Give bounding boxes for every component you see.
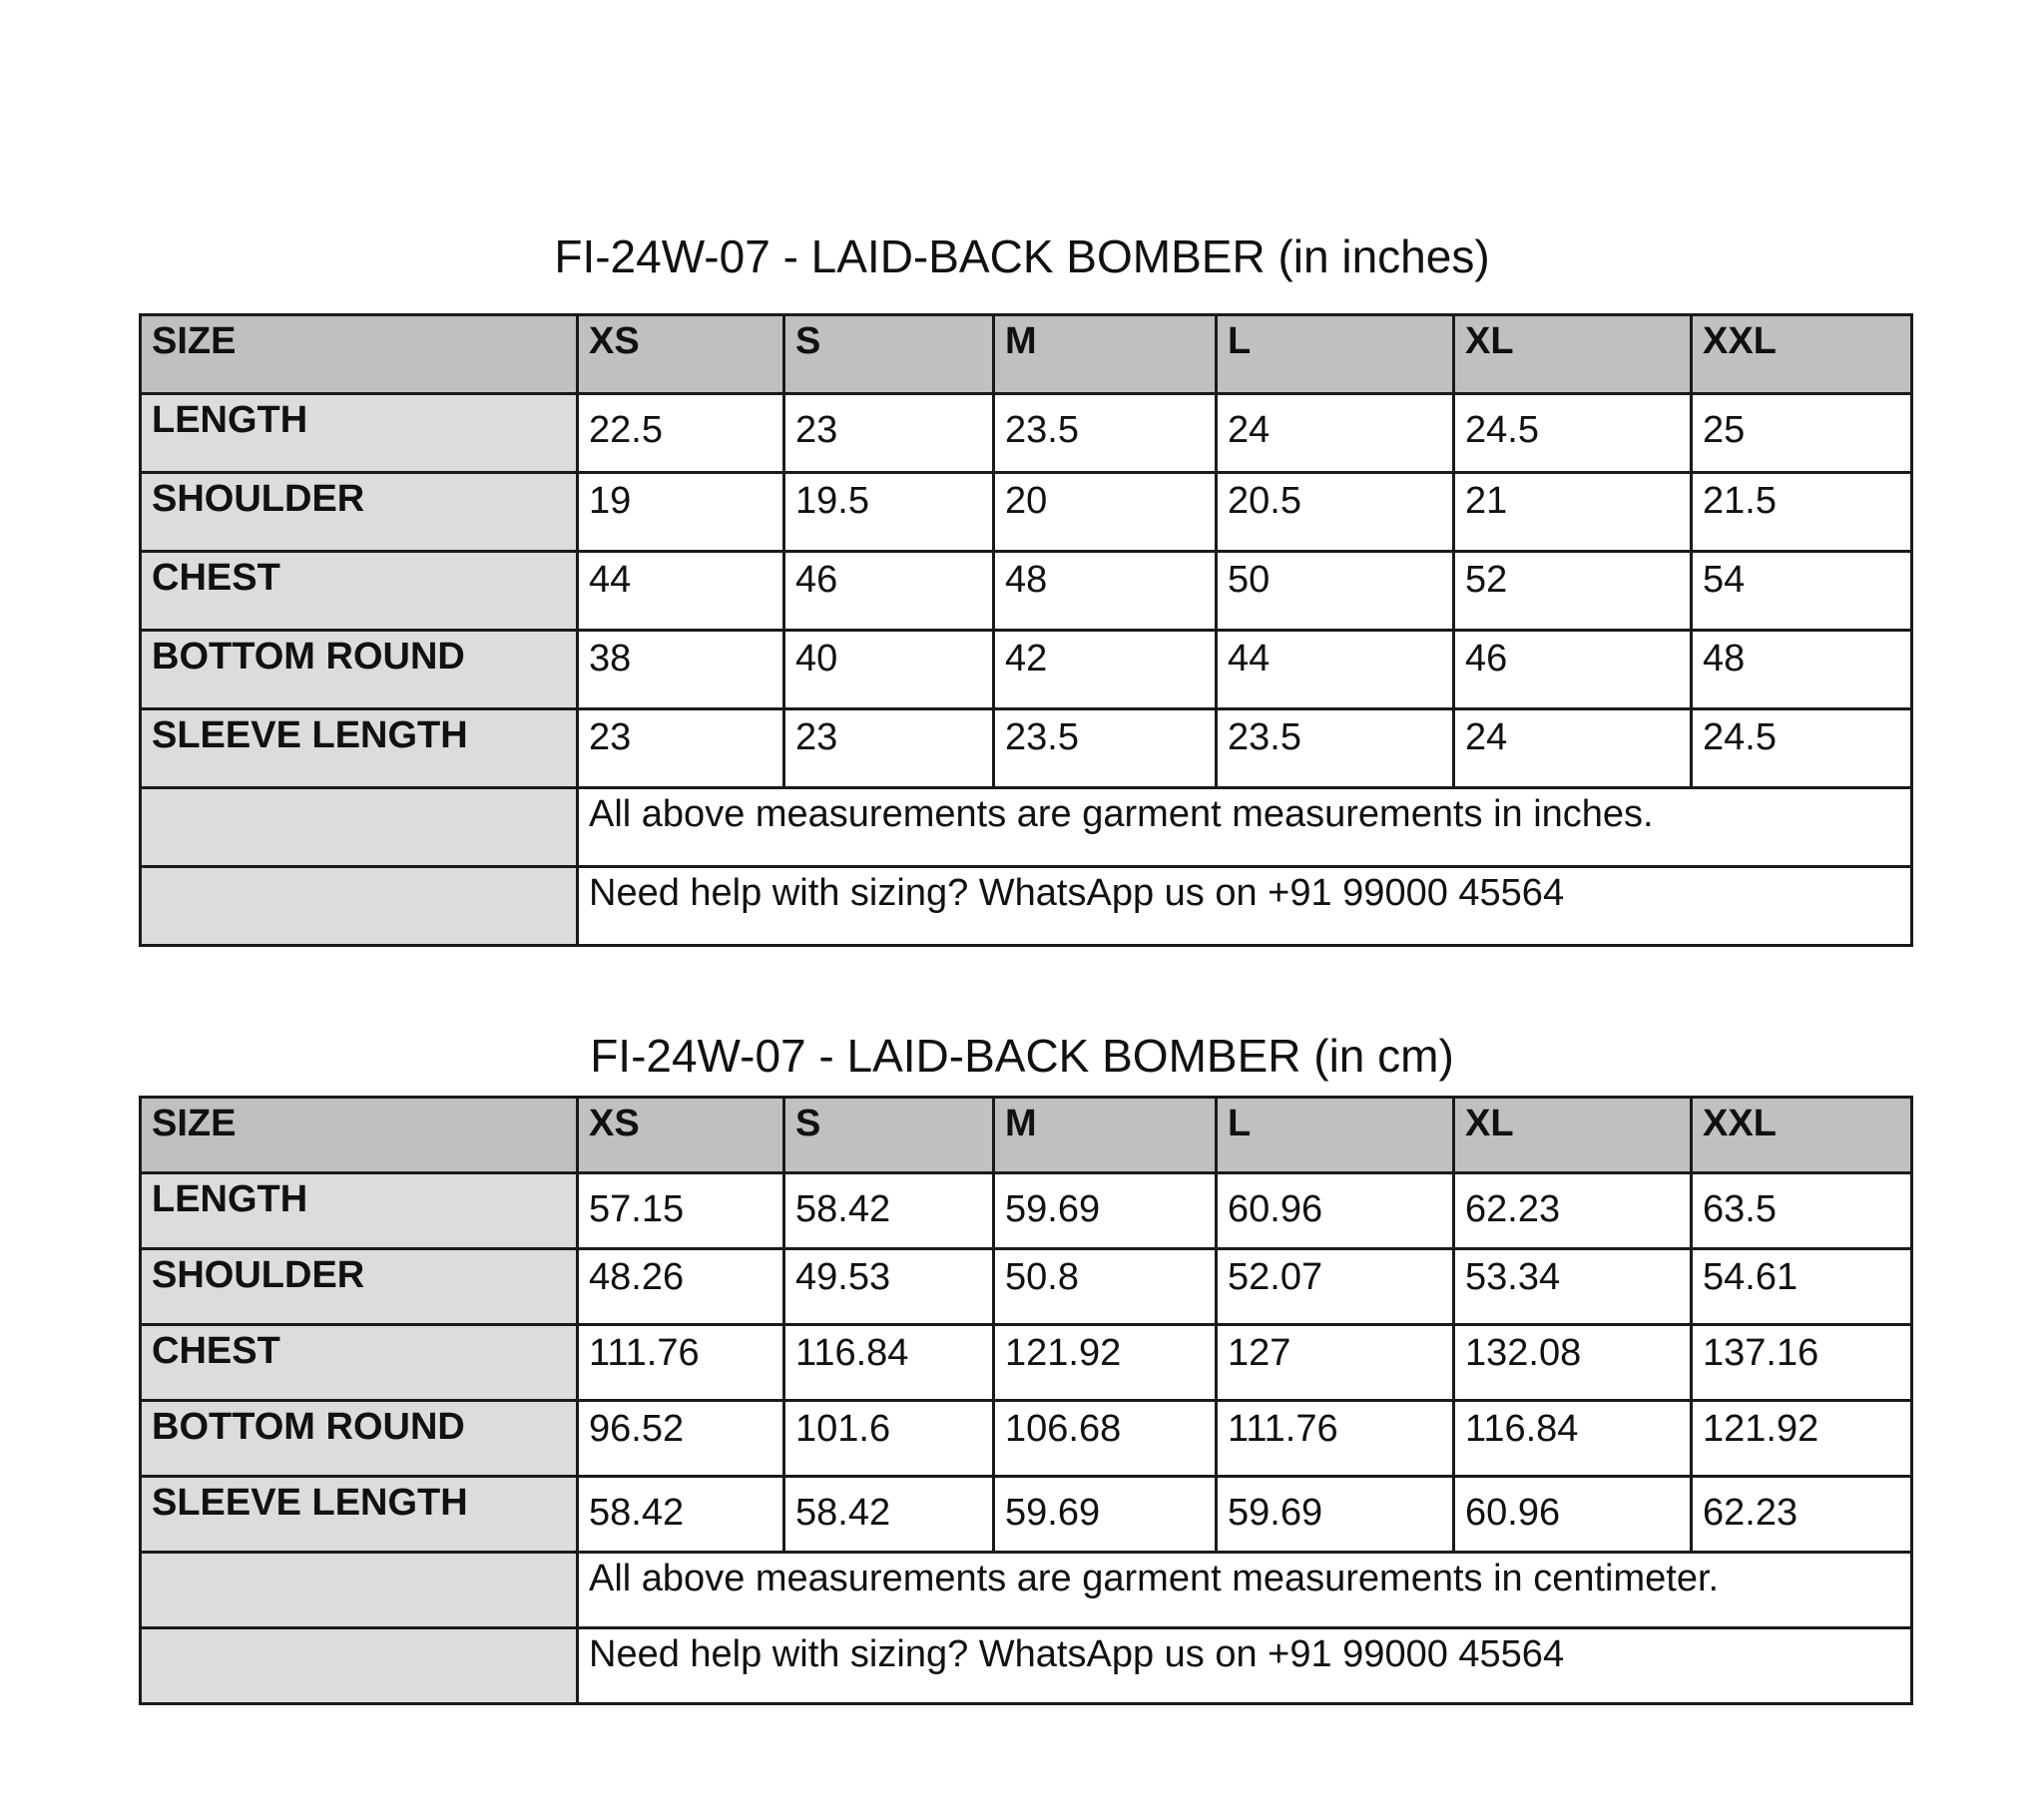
table-header-row <box>141 1098 1912 1173</box>
cell-value: 21 <box>1454 473 1692 552</box>
cell-value: 59.69 <box>994 1477 1217 1553</box>
cell-value: 60.96 <box>1454 1477 1692 1553</box>
cell-value: 111.76 <box>578 1325 784 1401</box>
table-note-row <box>141 788 1912 867</box>
row-label-bottom-round: BOTTOM ROUND <box>141 631 578 709</box>
cell-value: 59.69 <box>994 1173 1217 1249</box>
cell-value: 48.26 <box>578 1249 784 1325</box>
header-size-m: M <box>994 1098 1217 1173</box>
cell-value: 111.76 <box>1217 1401 1454 1477</box>
table-row-shoulder <box>141 473 1912 552</box>
header-size-l: L <box>1217 1098 1454 1173</box>
sizing-help-note: Need help with sizing? WhatsApp us on +91 99000 45564 <box>578 867 1912 946</box>
note-label-cell <box>141 1553 578 1628</box>
cell-value: 21.5 <box>1692 473 1912 552</box>
table-row-chest <box>141 552 1912 631</box>
cell-value: 42 <box>994 631 1217 709</box>
row-label-length: LENGTH <box>141 1173 578 1249</box>
cell-value: 59.69 <box>1217 1477 1454 1553</box>
cell-value: 24 <box>1217 394 1454 473</box>
header-size-label: SIZE <box>141 1098 578 1173</box>
table-row-chest <box>141 1325 1912 1401</box>
header-size-xs: XS <box>578 1098 784 1173</box>
cell-value: 44 <box>578 552 784 631</box>
header-size-xs: XS <box>578 315 784 394</box>
cell-value: 19 <box>578 473 784 552</box>
size-chart-table-inches <box>139 313 1913 947</box>
cell-value: 53.34 <box>1454 1249 1692 1325</box>
cell-value: 63.5 <box>1692 1173 1912 1249</box>
cell-value: 24 <box>1454 709 1692 788</box>
row-label-sleeve-length: SLEEVE LENGTH <box>141 709 578 788</box>
cell-value: 40 <box>784 631 994 709</box>
cell-value: 20 <box>994 473 1217 552</box>
size-chart-title-cm: FI-24W-07 - LAID-BACK BOMBER (in cm) <box>590 1030 1454 1082</box>
cell-value: 23 <box>784 394 994 473</box>
header-size-m: M <box>994 315 1217 394</box>
cell-value: 50 <box>1217 552 1454 631</box>
row-label-length: LENGTH <box>141 394 578 473</box>
header-size-xl: XL <box>1454 1098 1692 1173</box>
cell-value: 46 <box>1454 631 1692 709</box>
cell-value: 116.84 <box>784 1325 994 1401</box>
table-note-row <box>141 1553 1912 1628</box>
cell-value: 23 <box>578 709 784 788</box>
cell-value: 137.16 <box>1692 1325 1912 1401</box>
table-row-bottom-round <box>141 631 1912 709</box>
table-row-length <box>141 394 1912 473</box>
cell-value: 96.52 <box>578 1401 784 1477</box>
cell-value: 106.68 <box>994 1401 1217 1477</box>
cell-value: 54.61 <box>1692 1249 1912 1325</box>
cell-value: 22.5 <box>578 394 784 473</box>
header-size-s: S <box>784 1098 994 1173</box>
cell-value: 62.23 <box>1692 1477 1912 1553</box>
header-size-s: S <box>784 315 994 394</box>
cell-value: 23.5 <box>1217 709 1454 788</box>
cell-value: 49.53 <box>784 1249 994 1325</box>
table-row-sleeve-length <box>141 709 1912 788</box>
cell-value: 23 <box>784 709 994 788</box>
cell-value: 50.8 <box>994 1249 1217 1325</box>
cell-value: 60.96 <box>1217 1173 1454 1249</box>
cell-value: 25 <box>1692 394 1912 473</box>
table-row-length <box>141 1173 1912 1249</box>
table-row-shoulder <box>141 1249 1912 1325</box>
size-chart-title-inches: FI-24W-07 - LAID-BACK BOMBER (in inches) <box>554 230 1490 282</box>
measurement-note: All above measurements are garment measurements in centimeter. <box>578 1553 1912 1628</box>
header-size-xl: XL <box>1454 315 1692 394</box>
cell-value: 52.07 <box>1217 1249 1454 1325</box>
header-size-label: SIZE <box>141 315 578 394</box>
cell-value: 38 <box>578 631 784 709</box>
cell-value: 101.6 <box>784 1401 994 1477</box>
header-size-xxl: XXL <box>1692 1098 1912 1173</box>
row-label-shoulder: SHOULDER <box>141 1249 578 1325</box>
cell-value: 48 <box>994 552 1217 631</box>
row-label-sleeve-length: SLEEVE LENGTH <box>141 1477 578 1553</box>
table-help-row <box>141 1628 1912 1704</box>
cell-value: 52 <box>1454 552 1692 631</box>
measurement-note: All above measurements are garment measurements in inches. <box>578 788 1912 867</box>
cell-value: 58.42 <box>784 1173 994 1249</box>
note-label-cell <box>141 867 578 946</box>
table-row-bottom-round <box>141 1401 1912 1477</box>
row-label-chest: CHEST <box>141 552 578 631</box>
header-size-xxl: XXL <box>1692 315 1912 394</box>
cell-value: 58.42 <box>578 1477 784 1553</box>
cell-value: 44 <box>1217 631 1454 709</box>
cell-value: 24.5 <box>1692 709 1912 788</box>
row-label-shoulder: SHOULDER <box>141 473 578 552</box>
cell-value: 58.42 <box>784 1477 994 1553</box>
note-label-cell <box>141 788 578 867</box>
size-chart-table-cm <box>139 1096 1913 1705</box>
cell-value: 121.92 <box>994 1325 1217 1401</box>
cell-value: 127 <box>1217 1325 1454 1401</box>
cell-value: 62.23 <box>1454 1173 1692 1249</box>
cell-value: 121.92 <box>1692 1401 1912 1477</box>
cell-value: 57.15 <box>578 1173 784 1249</box>
row-label-bottom-round: BOTTOM ROUND <box>141 1401 578 1477</box>
cell-value: 24.5 <box>1454 394 1692 473</box>
cell-value: 23.5 <box>994 709 1217 788</box>
cell-value: 48 <box>1692 631 1912 709</box>
cell-value: 20.5 <box>1217 473 1454 552</box>
row-label-chest: CHEST <box>141 1325 578 1401</box>
cell-value: 116.84 <box>1454 1401 1692 1477</box>
note-label-cell <box>141 1628 578 1704</box>
table-help-row <box>141 867 1912 946</box>
cell-value: 132.08 <box>1454 1325 1692 1401</box>
cell-value: 19.5 <box>784 473 994 552</box>
cell-value: 46 <box>784 552 994 631</box>
header-size-l: L <box>1217 315 1454 394</box>
sizing-help-note: Need help with sizing? WhatsApp us on +91 99000 45564 <box>578 1628 1912 1704</box>
cell-value: 54 <box>1692 552 1912 631</box>
cell-value: 23.5 <box>994 394 1217 473</box>
table-header-row <box>141 315 1912 394</box>
table-row-sleeve-length <box>141 1477 1912 1553</box>
